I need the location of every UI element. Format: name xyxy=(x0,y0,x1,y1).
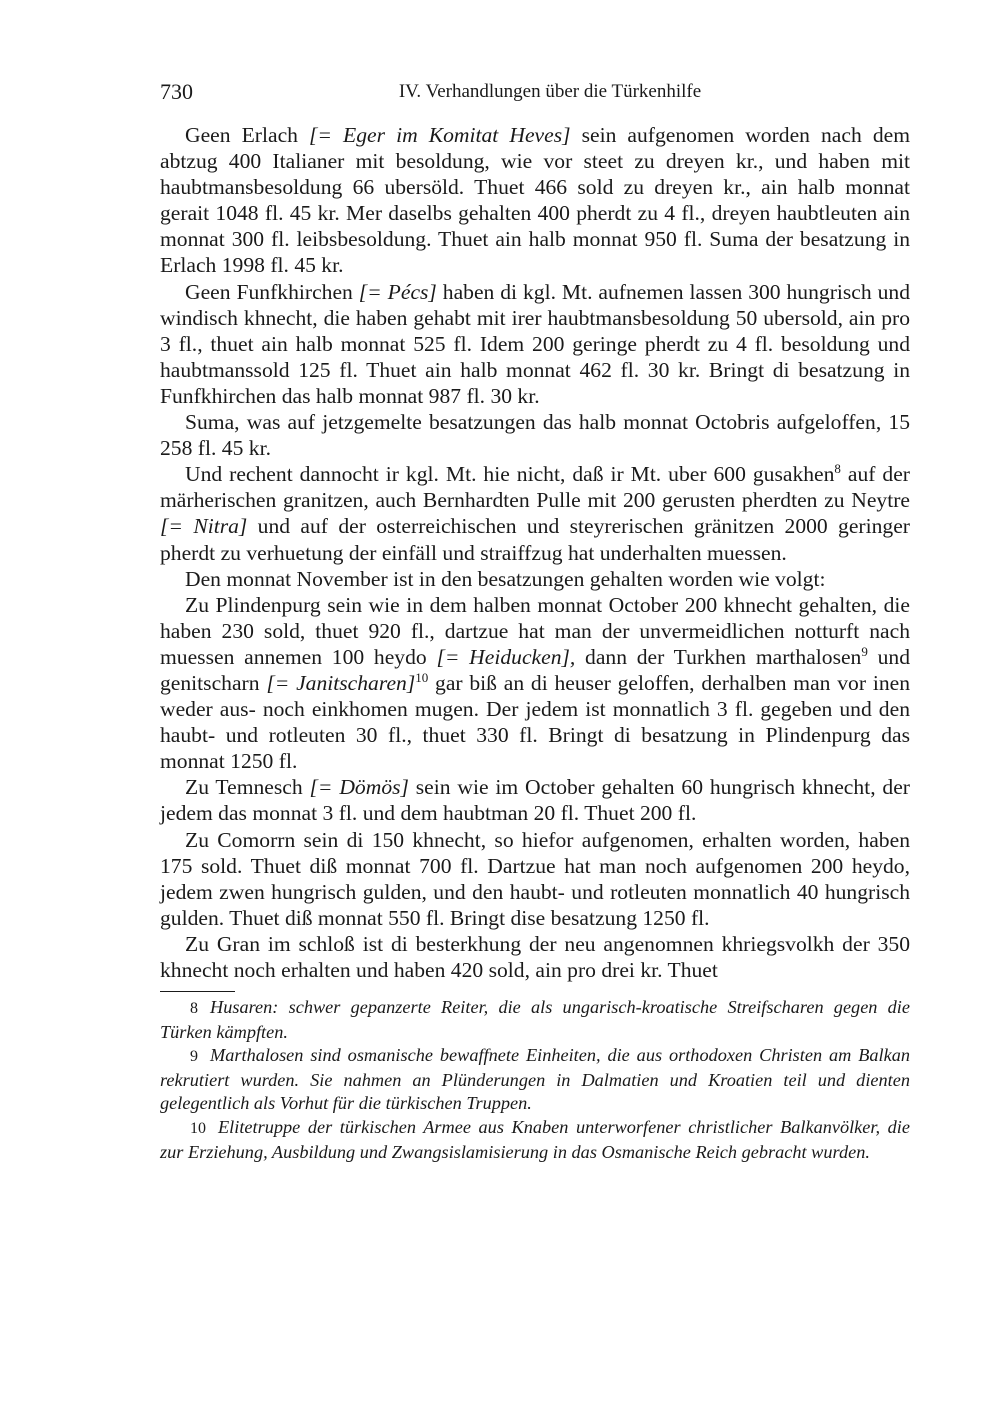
footnote xyxy=(160,1044,910,1116)
running-header xyxy=(160,78,910,108)
footnote-number: 8 xyxy=(190,1000,198,1018)
editorial-gloss: [= Dömös] xyxy=(309,775,409,800)
text-run: Zu Plindenpurg sein wie in dem halben monnat October 200 khnecht gehalten, die haben 230 sold, thuet 920 fl., dartzue hat man der unvermeidlichen notturft nach muessen annemen 100 heydo xyxy=(160,592,910,669)
footnote-number: 9 xyxy=(190,1048,198,1066)
paragraph xyxy=(160,279,910,409)
paragraph xyxy=(160,566,910,592)
editorial-gloss: [= Heiducken], xyxy=(436,644,576,669)
paragraph xyxy=(160,931,910,983)
paragraph xyxy=(160,461,910,565)
text-run: Zu Temnesch xyxy=(185,775,310,800)
text-run: und genitscharn xyxy=(160,644,910,695)
editorial-gloss: [= Eger im Komitat Heves] xyxy=(309,123,571,147)
footnote-rule xyxy=(160,991,235,992)
main-text xyxy=(160,122,910,983)
text-run: Zu Comorrn sein di 150 khnecht, so hiefor aufgenomen, erhalten worden, haben 175 sold. Thuet diß monnat 700 fl. Dartzue hat man noch aufgenomen 200 heydo, jedem zwen hungrisch gulden, und den haubt- und rotleuten monnatlich 40 hungrisch gulden. Thuet diß monnat 550 fl. Bringt dise besatzung 1250 fl. xyxy=(160,827,910,930)
editorial-gloss: [= Janitscharen] xyxy=(266,670,416,695)
footnote-number: 10 xyxy=(190,1120,206,1138)
paragraph xyxy=(160,592,910,775)
footnote xyxy=(160,996,910,1044)
text-run: gar biß an di heuser geloffen, derhalben man vor inen weder aus- noch einkhomen mugen. Der jedem ist monnatlich 3 fl. gegeben und den haubt- und rotleuten 30 fl., thuet 330 fl. Bringt di besatzung in Plindenpurg das monnat 1250 fl. xyxy=(160,670,910,774)
text-run: dann der Turkhen marthalosen xyxy=(575,644,862,669)
footnotes xyxy=(160,996,910,1164)
footnote-text: Marthalosen sind osmanische bewaffnete Einheiten, die aus orthodoxen Christen am Balkan rekrutiert wurden. Sie nahmen an Plünderungen in Dalmatien und Kroatien teil und dienten gelegentlich als Vorhut für die türkischen Truppen. xyxy=(160,1045,910,1114)
text-run: Und rechent dannocht ir kgl. Mt. hie nicht, daß ir Mt. uber 600 gusakhen xyxy=(185,462,835,487)
footnote-text: Elitetruppe der türkischen Armee aus Knaben unterworfener christlicher Balkanvölker, die zur Erziehung, Ausbildung und Zwangsislamisierung in das Osmanische Reich gebracht wurden. xyxy=(160,1117,910,1162)
running-title: IV. Verhandlungen über die Türkenhilfe xyxy=(398,81,702,102)
footnote-reference: 9 xyxy=(861,643,868,659)
book-page xyxy=(160,78,910,1164)
paragraph xyxy=(160,827,910,931)
page-number: 730 xyxy=(160,79,193,104)
text-run: Geen Funfkhirchen xyxy=(185,279,359,304)
text-run: und auf der osterreichischen und steyrerischen gränitzen 2000 geringer pherdt zu verhuetung der einfäll und straiffzug hat underhalten muessen. xyxy=(160,514,910,565)
text-run: sein aufgenomen worden nach dem abtzug 400 Italianer mit besoldung, wie vor steet zu dreyen kr., und haben mit haubtmansbesoldung 66 ubersöld. Thuet 466 sold zu dreyen kr., ain halb monnat gerait 1048 fl. 45 kr. Mer daselbs gehalten 400 pherdt zu 4 fl., dreyen haubtleuten ain monnat 300 fl. leibsbesoldung. Thuet ain halb monnat 950 fl. Suma der besatzung in Erlach 1998 fl. 45 kr. xyxy=(160,123,911,278)
paragraph xyxy=(160,122,910,279)
paragraph xyxy=(160,409,910,461)
text-run: Zu Gran im schloß ist di besterkhung der neu angenomnen khriegsvolkh der 350 khnecht noch erhalten und haben 420 sold, ain pro drei kr. Thuet xyxy=(160,931,910,982)
footnote-reference: 10 xyxy=(415,669,429,685)
text-run: Geen Erlach xyxy=(185,123,310,147)
footnote xyxy=(160,1116,910,1164)
text-run: haben di kgl. Mt. aufnemen lassen 300 hungrisch und windisch khnecht, die haben gehabt mit irer haubtmansbesoldung 50 ubersold, ain pro 3 fl., thuet ain halb monnat 525 fl. Idem 200 geringe pherdt zu 4 fl. besoldung und haubtmanssold 125 fl. Thuet ain halb monnat 462 fl. 30 kr. Bringt di besatzung in Funfkhirchen das halb monnat 987 fl. 30 kr. xyxy=(160,279,910,408)
text-run: sein wie im October gehalten 60 hungrisch khnecht, der jedem das monnat 3 fl. und dem haubtman 20 fl. Thuet 200 fl. xyxy=(160,775,910,826)
footnote-reference: 8 xyxy=(834,461,841,477)
text-run: Den monnat November ist in den besatzungen gehalten worden wie volgt: xyxy=(185,566,826,591)
editorial-gloss: [= Nitra] xyxy=(160,514,248,539)
paragraph xyxy=(160,774,910,826)
text-run: Suma, was auf jetzgemelte besatzungen das halb monnat Octobris aufgeloffen, 15 258 fl. 45 kr. xyxy=(160,410,910,461)
text-run: auf der märherischen granitzen, auch Bernhardten Pulle mit 200 gerusten pherdten zu Neytre xyxy=(160,462,910,513)
footnote-text: Husaren: schwer gepanzerte Reiter, die als ungarisch-kroatische Streifscharen gegen die Türken kämpften. xyxy=(160,997,910,1042)
editorial-gloss: [= Pécs] xyxy=(358,279,437,304)
